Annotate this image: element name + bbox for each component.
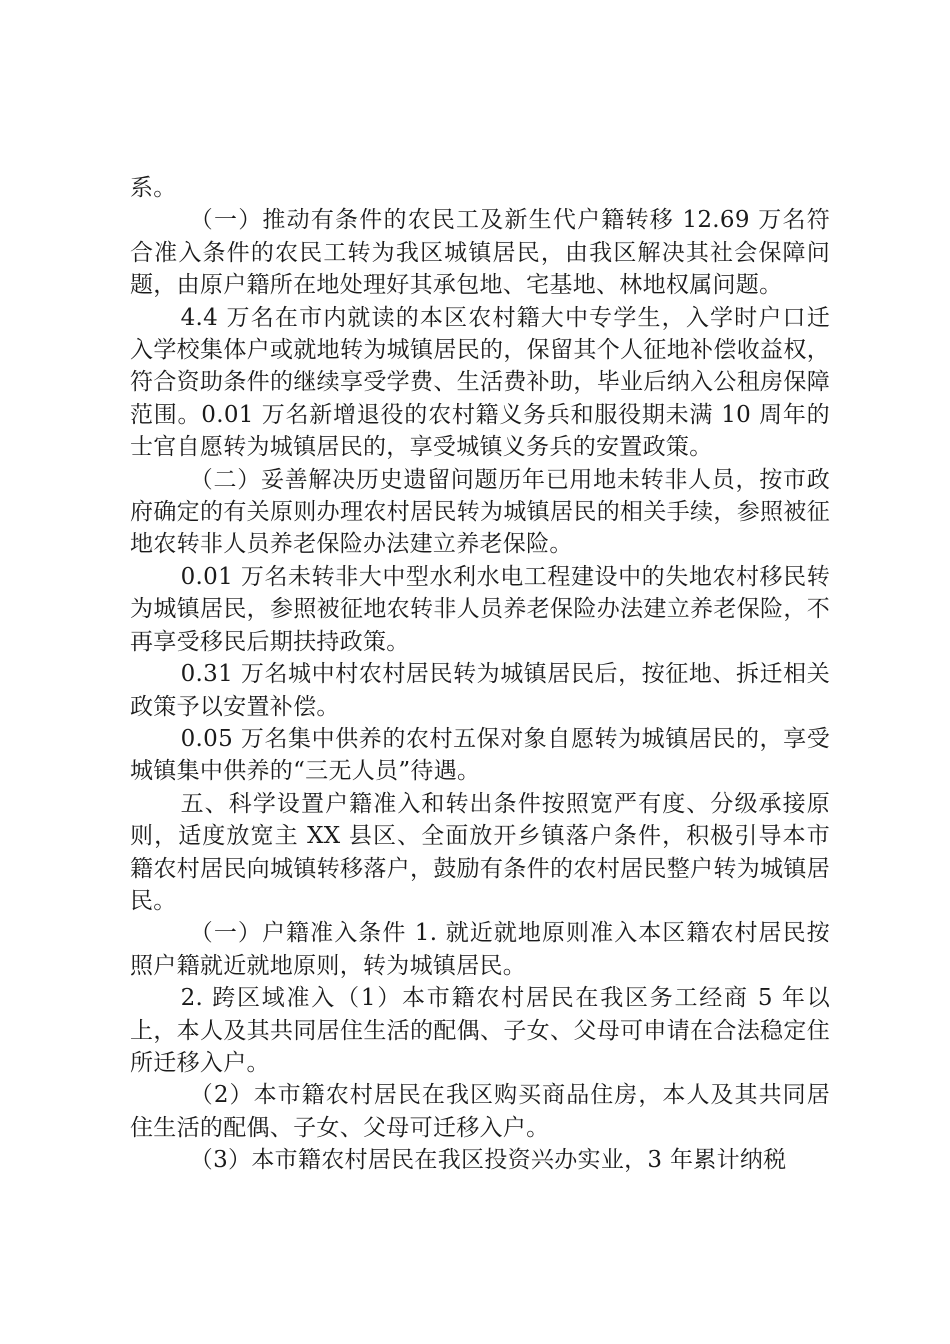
paragraph-admission-conditions: （一）户籍准入条件 1. 就近就地原则准入本区籍农村居民按照户籍就近就地原则，转为城镇居民。 [130, 920, 830, 979]
paragraph-investment: （3）本市籍农村居民在我区投资兴办实业，3 年累计纳税 [189, 1147, 787, 1174]
paragraph-five-guarantees: 0.05 万名集中供养的农村五保对象自愿转为城镇居民的，享受城镇集中供养的“三无人员”待遇。 [130, 725, 830, 785]
paragraph-urban-village: 0.31 万名城中村农村居民转为城镇居民后，按征地、拆迁相关政策予以安置补偿。 [130, 661, 830, 720]
document-body [130, 172, 830, 1177]
paragraph-migrants: 0.01 万名未转非大中型水利水电工程建设中的失地农村移民转为城镇居民，参照被征地农转非人员养老保险办法建立养老保险，不再享受移民后期扶持政策。 [130, 563, 830, 655]
paragraph-heading-five: 五、科学设置户籍准入和转出条件按照宽严有度、分级承接原则，适度放宽主 XX 县区、全面放开乡镇落户条件，积极引导本市籍农村居民向城镇转移落户，鼓励有条件的农村居民整户转为城镇居民。 [130, 790, 830, 914]
paragraph-section-2: （二）妥善解决历史遗留问题历年已用地未转非人员，按市政府确定的有关原则办理农村居民转为城镇居民的相关手续，参照被征地农转非人员养老保险办法建立养老保险。 [130, 466, 830, 558]
paragraph-section-1: （一）推动有条件的农民工及新生代户籍转移 12.69 万名符合准入条件的农民工转为我区城镇居民，由我区解决其社会保障问题，由原户籍所在地处理好其承包地、宅基地、林地权属问题。 [130, 207, 830, 299]
paragraph-continuation: 系。 [130, 175, 177, 201]
paragraph-housing-purchase: （2）本市籍农村居民在我区购买商品住房，本人及其共同居住生活的配偶、子女、父母可迁移入户。 [130, 1082, 830, 1141]
paragraph-cross-region: 2. 跨区域准入（1）本市籍农村居民在我区务工经商 5 年以上，本人及其共同居住生活的配偶、子女、父母可申请在合法稳定住所迁移入户。 [130, 985, 830, 1076]
paragraph-students: 4.4 万名在市内就读的本区农村籍大中专学生，入学时户口迁入学校集体户或就地转为城镇居民的，保留其个人征地补偿收益权，符合资助条件的继续享受学费、生活费补助，毕业后纳入公租房保障范围。0.01 万名新增退役的农村籍义务兵和服役期未满 10 周年的士官自愿转为城镇居民的，享受城镇义务兵的安置政策。 [130, 304, 830, 461]
